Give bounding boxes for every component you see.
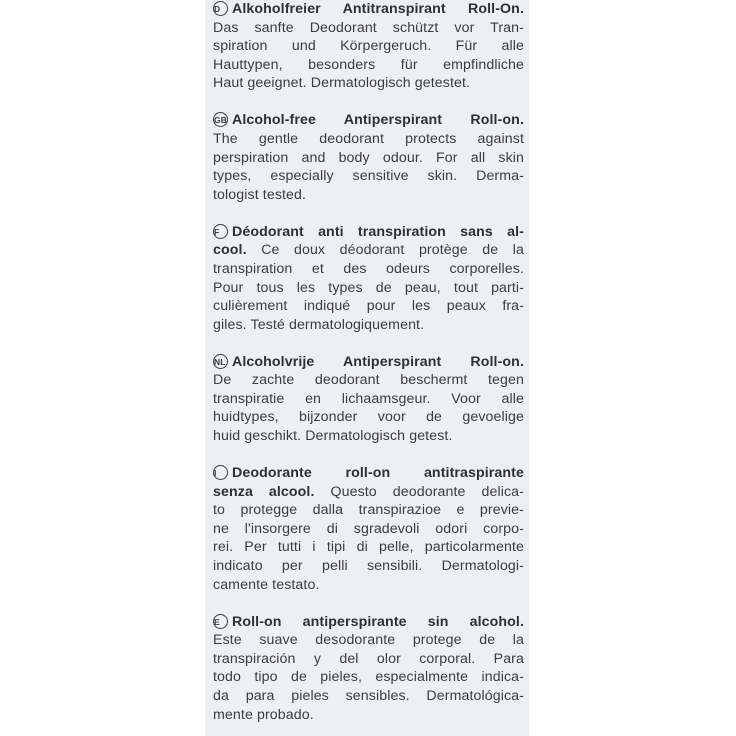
- section-heading-line: [213, 464, 524, 483]
- section-heading-line: [213, 0, 524, 19]
- body-line: The gentle deodorant protects against: [213, 130, 524, 147]
- country-code-badge: I: [213, 465, 228, 480]
- body-line: culièrement indiqué pour les peaux fra-: [213, 298, 524, 315]
- section-title: Deodorante roll-on antitraspirante: [232, 465, 524, 482]
- section-german: [213, 0, 524, 93]
- section-title: Déodorant anti transpiration sans al-: [232, 223, 524, 240]
- body-line: todo tipo de pieles, especialmente indica-: [213, 669, 524, 686]
- body-line: spiration und Körpergeruch. Für alle: [213, 38, 524, 55]
- body-line: Das sanfte Deodorant schützt vor Tran-: [213, 19, 524, 36]
- body-line: transpiration et des odeurs corporelles.: [213, 260, 524, 277]
- body-line: transpiración y del olor corporal. Para: [213, 650, 524, 667]
- body-line: De zachte deodorant beschermt tegen: [213, 372, 524, 389]
- section-dutch: [213, 353, 524, 446]
- body-line: indicato per pelli sensibili. Dermatologi-: [213, 558, 524, 574]
- body-line: da para pieles sensibles. Dermatológica-: [213, 687, 524, 704]
- body-line: Hauttypen, besonders für empfindliche: [213, 56, 524, 73]
- body-line: giles. Testé dermatologiquement.: [213, 316, 425, 333]
- body-line: Pour tous les types de peau, tout parti-: [213, 279, 524, 296]
- body-line: to protegge dalla transpirazioe e previe-: [213, 502, 524, 519]
- body-line: huidtypes, bijzonder voor de gevoelige: [213, 409, 524, 426]
- country-code-badge: D: [213, 1, 228, 16]
- label-text: [213, 0, 524, 724]
- section-heading-line: [213, 223, 524, 242]
- country-code-badge: NL: [213, 354, 228, 369]
- section-heading-line: [213, 353, 524, 372]
- body-line: camente testato.: [213, 576, 320, 593]
- body-line: types, especially sensitive skin. Derma-: [213, 168, 524, 185]
- body-line: Este suave desodorante protege de la: [213, 632, 524, 649]
- section-heading-line: [213, 111, 524, 130]
- section-heading-line-2: [213, 483, 524, 502]
- section-heading-line: [213, 613, 524, 632]
- section-title: Alkoholfreier Antitranspirant Roll-On.: [232, 1, 524, 17]
- section-title: Alcoholvrije Antiperspirant Roll-on.: [232, 353, 524, 370]
- body-line: Haut geeignet. Dermatologisch getestet.: [213, 75, 471, 92]
- body-line: transpiratie en lichaamsgeur. Voor alle: [213, 390, 524, 407]
- body-line: rei. Per tutti i tipi di pelle, particolarmente: [213, 539, 524, 556]
- body-line: mente probado.: [213, 706, 314, 723]
- label-panel: [205, 0, 529, 736]
- body-text: Questo deodorante delica-: [314, 483, 524, 500]
- country-code-badge: E: [213, 614, 228, 629]
- section-title: Roll-on antiperspirante sin alcohol.: [232, 613, 524, 630]
- section-french: [213, 223, 524, 335]
- section-title: Alcohol-free Antiperspirant Roll-on.: [232, 112, 524, 129]
- body-line: ne l'insorgere di sgradevoli odori corpo-: [213, 520, 524, 537]
- body-line: tologist tested.: [213, 186, 307, 203]
- section-title-cont: cool.: [213, 242, 247, 259]
- section-title-cont: senza alcool.: [213, 483, 315, 500]
- body-text: Ce doux déodorant protège de la: [246, 242, 524, 259]
- section-english: [213, 111, 524, 204]
- body-line: perspiration and body odour. For all skin: [213, 149, 524, 166]
- country-code-badge: F: [213, 224, 228, 239]
- country-code-badge: GB: [213, 112, 228, 127]
- body-line: huid geschikt. Dermatologisch getest.: [213, 428, 453, 445]
- section-spanish: [213, 613, 524, 725]
- section-heading-line-2: [213, 241, 524, 260]
- section-italian: [213, 464, 524, 594]
